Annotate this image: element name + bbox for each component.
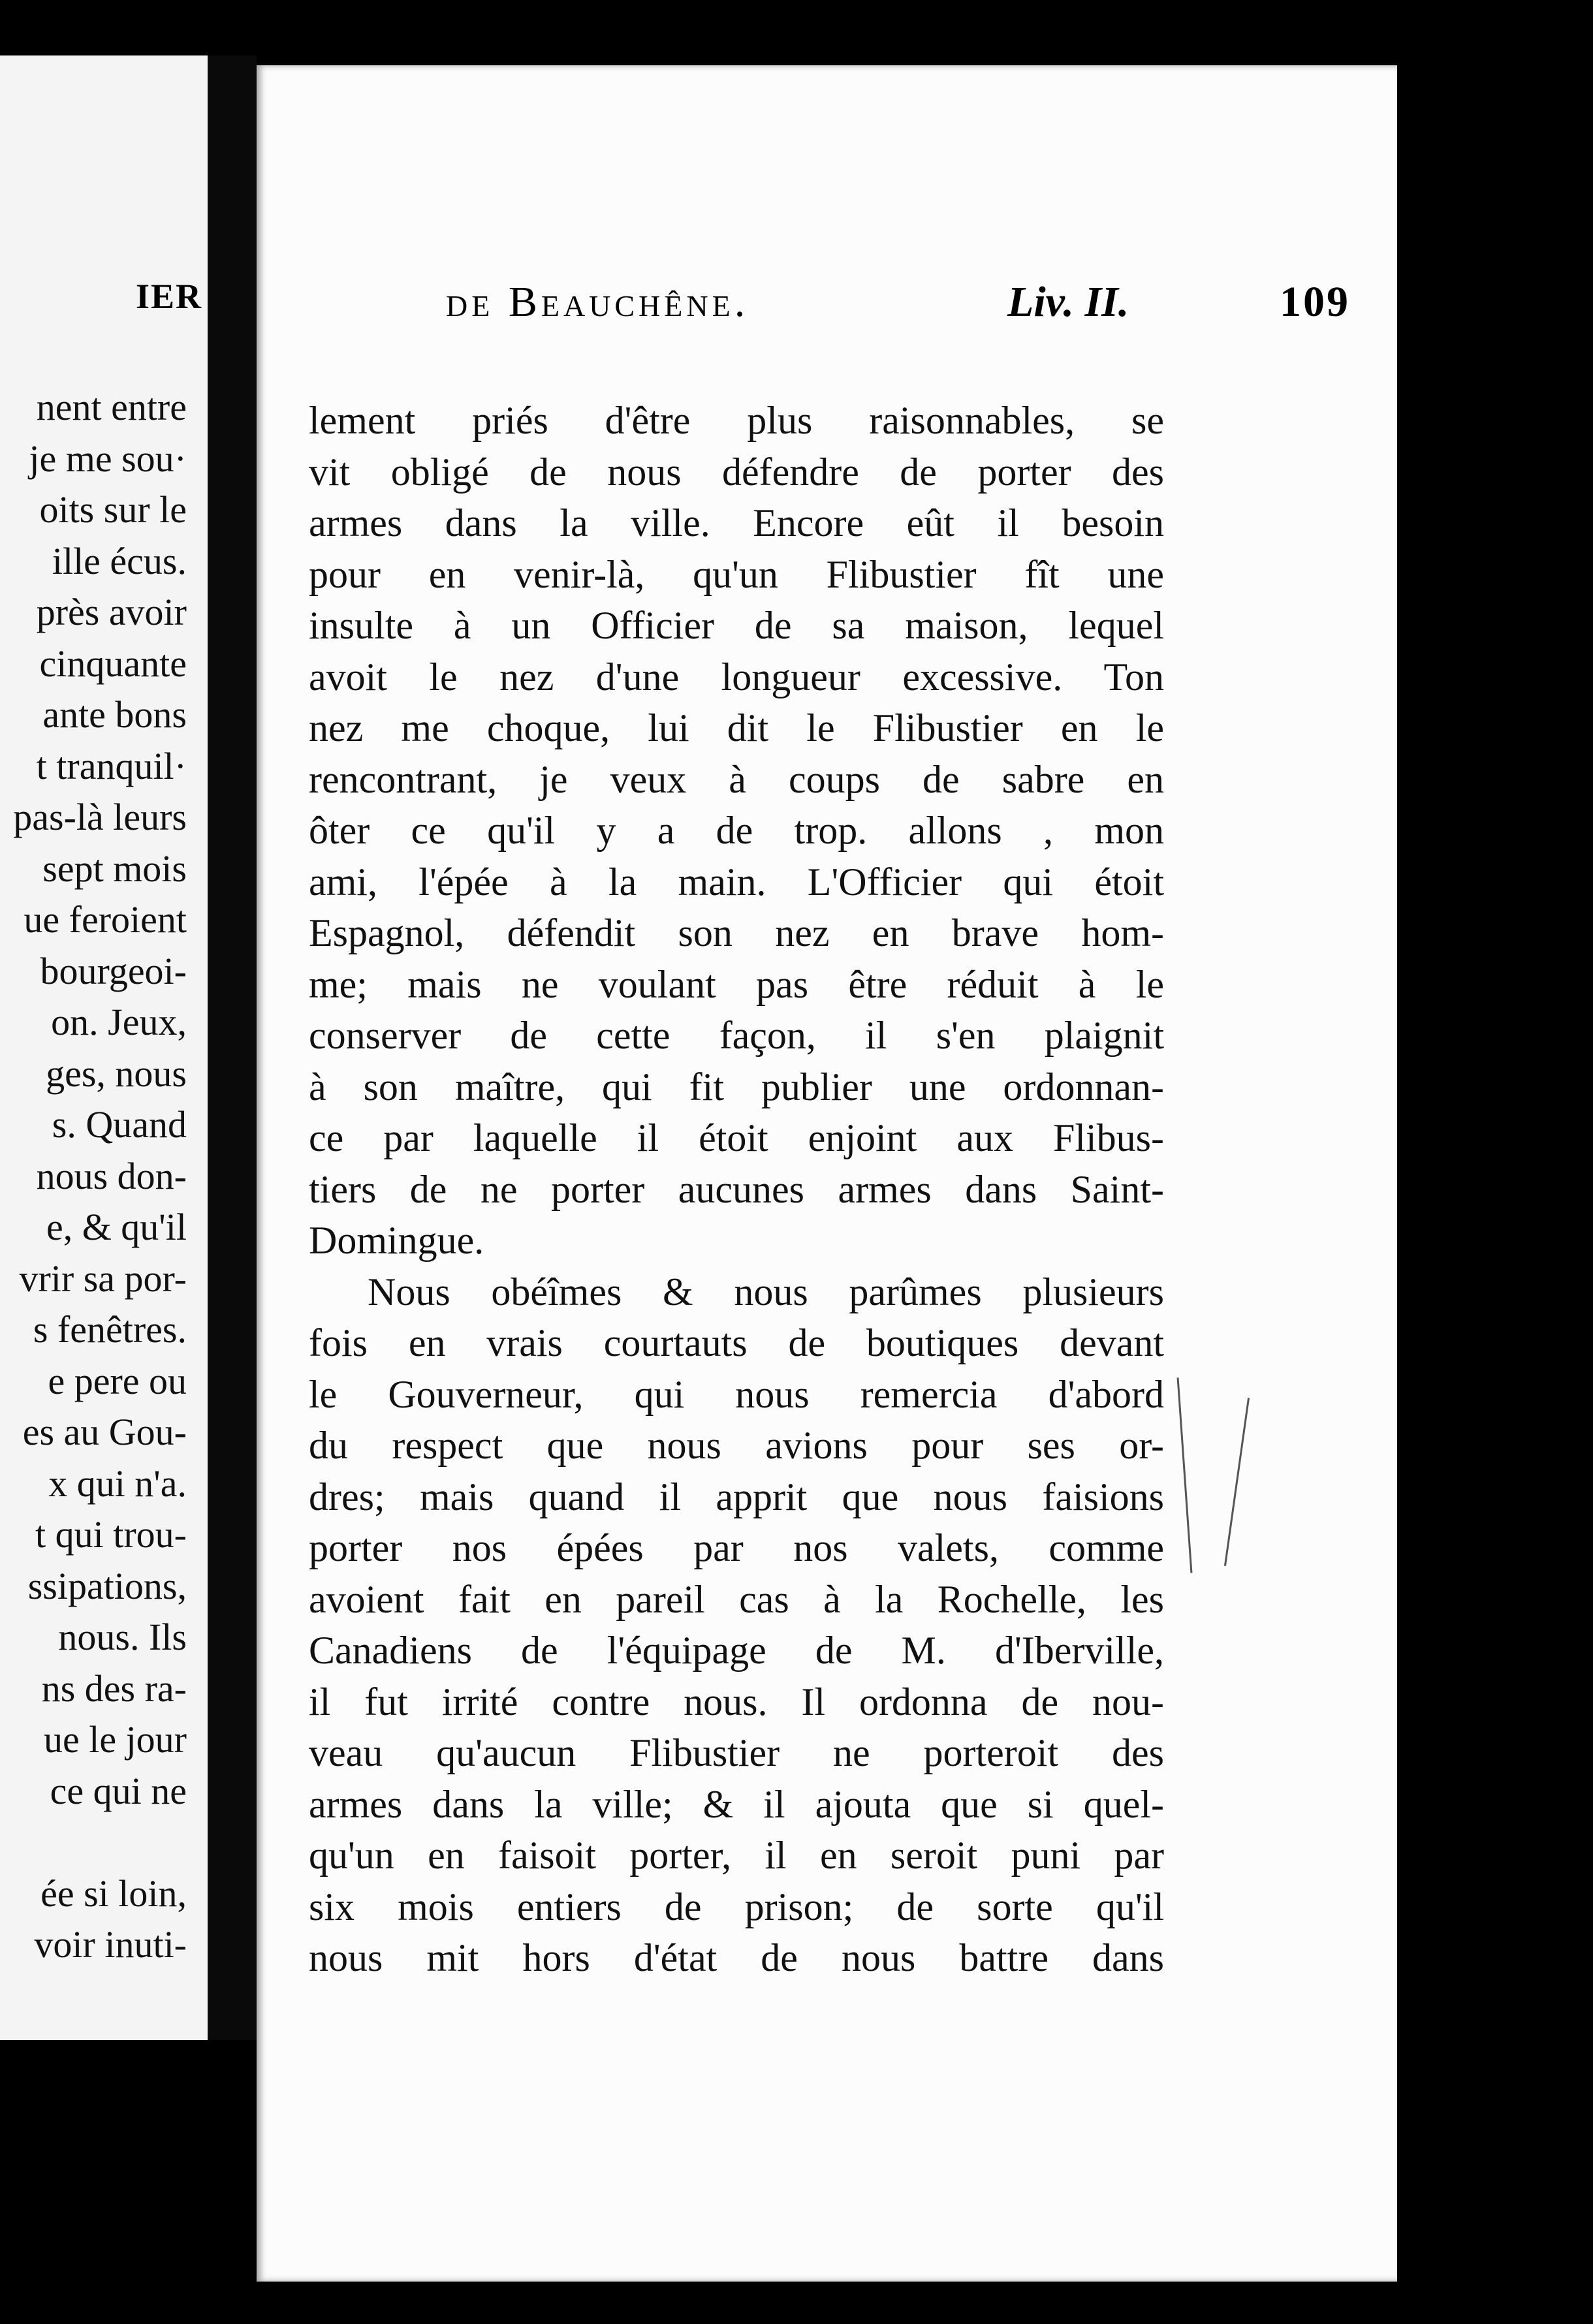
book-gutter (208, 55, 257, 2040)
previous-page-line: t qui trou- (35, 1513, 187, 1556)
previous-page-line: cinquante (39, 642, 187, 685)
previous-page-line: voir inuti- (34, 1923, 187, 1966)
text-line: Canadiens de l'équipage de M. d'Iberville, (309, 1629, 1164, 1672)
previous-page-line: vrir sa por- (19, 1257, 187, 1300)
previous-page-text (0, 382, 187, 1971)
text-line: avoit le nez d'une longueur excessive. Ton (309, 655, 1164, 699)
text-line: ôter ce qu'il y a de trop. allons , mon (309, 809, 1164, 852)
text-line: nous mit hors d'état de nous battre dans (309, 1936, 1164, 1979)
text-line: Nous obéîmes & nous parûmes plusieurs (368, 1270, 1164, 1313)
text-line: conserver de cette façon, il s'en plaignit (309, 1014, 1164, 1057)
previous-page-line: x qui n'a. (48, 1462, 187, 1505)
previous-page-line: bourgeoi- (40, 949, 187, 992)
previous-page-line: ée si loin, (40, 1872, 187, 1915)
text-line: vit obligé de nous défendre de porter des (309, 450, 1164, 494)
margin-pencil-mark (1224, 1398, 1250, 1566)
previous-page-line: ue le jour (43, 1718, 187, 1761)
previous-page-line: je me sou· (29, 437, 187, 480)
text-line: pour en venir-là, qu'un Flibustier fît une (309, 552, 1164, 596)
margin-pencil-mark (1177, 1377, 1193, 1573)
text-line: porter nos épées par nos valets, comme (309, 1526, 1164, 1569)
previous-page-line: s. Quand (52, 1103, 187, 1146)
text-line: il fut irrité contre nous. Il ordonna de nou- (309, 1680, 1164, 1723)
running-head-title: de Beauchêne. (446, 278, 749, 326)
text-line: fois en vrais courtauts de boutiques devant (309, 1321, 1164, 1364)
text-line: dres; mais quand il apprit que nous faisions (309, 1475, 1164, 1518)
running-head-book: Liv. II. (1007, 278, 1129, 326)
previous-page-line: nent entre (36, 386, 187, 428)
text-line: du respect que nous avions pour ses or- (309, 1424, 1164, 1467)
text-line: Espagnol, défendit son nez en brave hom- (309, 911, 1164, 954)
text-line: avoient fait en pareil cas à la Rochelle, les (309, 1577, 1164, 1621)
text-line: rencontrant, je veux à coups de sabre en (309, 757, 1164, 801)
previous-page-line: nous. Ils (58, 1616, 187, 1658)
previous-page-line: ns des ra- (41, 1667, 187, 1710)
text-line: à son maître, qui fit publier une ordonnan- (309, 1065, 1164, 1108)
previous-page-line: s fenêtres. (33, 1308, 187, 1351)
previous-page-line: près avoir (36, 591, 187, 633)
page-number: 109 (1280, 278, 1350, 326)
previous-page-line (0, 1817, 187, 1868)
previous-page-line: nous don- (36, 1154, 187, 1197)
text-line: tiers de ne porter aucunes armes dans Saint- (309, 1167, 1164, 1211)
previous-page-line: e pere ou (48, 1359, 187, 1402)
text-line: ami, l'épée à la main. L'Officier qui étoit (309, 860, 1164, 903)
previous-page-line: ue feroient (24, 898, 187, 941)
book-page (257, 65, 1397, 2282)
text-line: me; mais ne voulant pas être réduit à le (309, 962, 1164, 1006)
previous-page-line: ce qui ne (50, 1769, 187, 1812)
previous-page-line: e, & qu'il (46, 1206, 187, 1248)
text-line: insulte à un Officier de sa maison, lequel (309, 604, 1164, 647)
previous-page-line: sept mois (42, 847, 187, 890)
previous-page-line: t tranquil· (36, 744, 187, 787)
text-line: le Gouverneur, qui nous remercia d'abord (309, 1372, 1164, 1416)
text-line: lement priés d'être plus raisonnables, se (309, 399, 1164, 442)
text-line: Domingue. (309, 1219, 484, 1262)
previous-page-line: on. Jeux, (51, 1001, 187, 1043)
previous-page-line: es au Gou- (22, 1411, 187, 1453)
text-line: armes dans la ville. Encore eût il besoin (309, 501, 1164, 544)
previous-page-line: ille écus. (52, 539, 187, 582)
page-body-text (309, 395, 1164, 1984)
running-head (446, 277, 1373, 336)
previous-page-line: ante bons (42, 693, 187, 736)
text-line: ce par laquelle il étoit enjoint aux Flibus- (309, 1116, 1164, 1159)
text-line: nez me choque, lui dit le Flibustier en le (309, 706, 1164, 749)
text-line: armes dans la ville; & il ajouta que si quel- (309, 1782, 1164, 1826)
previous-page-line: ssipations, (27, 1564, 187, 1607)
text-line: qu'un en faisoit porter, il en seroit puni par (309, 1834, 1164, 1877)
previous-page-line: pas-là leurs (13, 796, 187, 838)
text-line: six mois entiers de prison; de sorte qu'il (309, 1885, 1164, 1928)
previous-page-running-head: IER (135, 277, 202, 316)
previous-page-line: oits sur le (39, 488, 187, 531)
previous-page-fragment (0, 55, 210, 2040)
text-line: veau qu'aucun Flibustier ne porteroit des (309, 1731, 1164, 1774)
previous-page-line: ges, nous (46, 1052, 187, 1095)
